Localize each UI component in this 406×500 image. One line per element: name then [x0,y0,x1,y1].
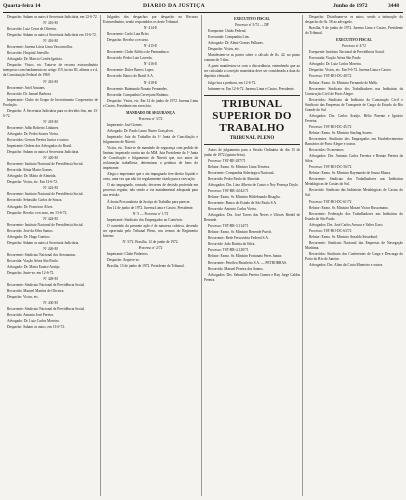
text-paragraph: Nº 416-E [143,62,158,67]
text-paragraph: Intimem-se. Em 12-6-72. Jurema Lima e Castro, Presidente. [208,86,295,91]
text-paragraph: Recorrente: Adão Roberto Linhares. [7,125,60,130]
text-paragraph: Recorrente: Sindicato dos Trabalhadores nas Indústrias Metalúrgicas de Caxias do Sul. [305,177,403,187]
text-paragraph: Relator: Exmo. Sr. Ministro Hildebrando Bisaglia. [208,194,281,199]
text-paragraph: Nº 418-E [143,80,158,85]
text-paragraph: Despacho: Subam os autos, em 13-6-72. [7,325,65,330]
text-paragraph: Recorrente: Carlo Luiz Brito. [107,32,150,37]
text-paragraph: Recorrente: Instituto Nacional de Previdência Social. [7,192,84,197]
text-paragraph: Nº 418-M [43,119,58,124]
text-paragraph: Despacho: Vistos, etc. Em 9-6-72. Jurema Lima e Castro. [309,68,392,73]
column-divider [302,15,303,496]
text-paragraph: Nº 430-M [43,301,58,306]
text-paragraph: Executada: Viação Aérea São Paulo. [309,56,362,61]
text-paragraph: Recorrido: Antonio José Pereira. [7,313,54,318]
text-paragraph: Recorrente: Rede Ferroviária Federal S.A. [208,236,269,241]
text-paragraph: Advogado: Dr. Pedro Soares Vieira. [7,131,59,136]
text-paragraph: Nº 422-M [43,186,58,191]
text-paragraph: Nº 3/72. Brasília, 12 de junho de 1972. [122,239,179,244]
text-paragraph: Em 12 de junho de 1972. Jurema Lima e Castro, Presidente. [107,205,194,210]
column-4 [305,15,403,498]
text-paragraph: Nº 428-M [43,277,58,282]
text-paragraph: Despacho: Recebo o recurso. [107,38,149,43]
text-paragraph: Recorrente: Sindicato Nacional das Empresas de Navegação Marítima. [305,240,403,250]
text-paragraph: Recorrente: Instituto Nacional de Previdência Social. [7,162,84,167]
column-3 [204,15,300,498]
text-paragraph: Processo: TST-RO-DC-63/72 [309,228,352,233]
text-paragraph: Recorrente: Sindicato Nacional de Previdência Social. [7,307,86,312]
text-paragraph: Impetrante: Ordem dos Advogados do Brasil. [7,144,73,149]
text-paragraph: Advogado: Dr. Almir Gomes Palhares. [208,41,264,46]
page-header [3,2,403,13]
text-paragraph: Nº 424-M [43,216,58,221]
text-paragraph: Nº 426-M [43,246,58,251]
text-paragraph: Alega o impetrante que o ato impugnado fere direito líquido e certo, uma vez que não foi regularmente citado para a execução. [103,172,198,182]
text-paragraph: Advogado: Dr. Francisco Alves. [7,204,54,209]
text-paragraph: Recorrente: Petróleo Brasileiro S.A. — PETROBRAS. [208,260,288,265]
text-paragraph: Despacho: Subam os autos à Secretaria Judiciária. [7,240,80,245]
text-paragraph: Relator: Exmo. Sr. Ministro Fernando de Mello. [309,80,379,85]
text-paragraph: Despacho: Arquive-se. [107,257,140,262]
text-paragraph: Advogados: Drs. José Carlos Arouca e Valter Uzzo. [309,222,384,227]
text-paragraph: Advogado: Dr. Mário de Almeida. [7,174,57,179]
text-paragraph: Recorrente: Sindicato Nacional de Previdência Social. [7,283,86,288]
text-paragraph: Processo: TST-RO-DC-61/72 [309,199,352,204]
text-paragraph: Despacho: Subam os autos à Secretaria Judiciária. [7,150,80,155]
text-paragraph: Advogados: Drs. Lino Alberto de Castro e Ney Proença Doyle. [208,182,299,187]
text-paragraph: Impetrante: Clube do Grupo de Investimento Cooperativo de Produção. [3,97,98,107]
text-paragraph: Recorrido: Manoel Pereira dos Santos. [208,266,264,271]
text-paragraph: Nº 415-E [143,44,158,49]
text-paragraph: Recorrente: Companhia Siderúrgica Nacional. [208,170,275,175]
text-paragraph: À douta Procuradoria da Justiça do Trabalho para parecer. [107,199,191,204]
text-paragraph: Despacho: Vistos, etc. Em 12 de junho de 1972. Jurema Lima e Castro, Presidente em exercício. [103,98,198,108]
text-paragraph: Impetrado: Juiz do Trabalho da 1ª Junta de Conciliação e Julgamento de Niterói. [103,134,198,144]
text-paragraph: Recorrido: José da Silva Santos. [7,228,54,233]
tribunal-section: TRIBUNAL PLENO [229,135,275,141]
text-paragraph: Executado: Companhia Lins. [208,35,250,40]
text-paragraph: Nº 416-M [43,39,58,44]
tribunal-title: TRIBUNAL SUPERIOR DO TRABALHO [212,97,292,134]
text-paragraph: Despacho: À Secretaria Judiciária para os devidos fins, em 13-6-72. [3,108,98,118]
text-paragraph: Processo nº 3/72 [138,116,163,121]
text-paragraph: Processo: TST-RE-287/71 [208,158,246,163]
text-paragraph: Processo: TST-RR-4.128/71 [208,248,249,253]
text-paragraph: Exequente: União Federal. [208,29,247,34]
text-paragraph: Recorrentes: Sindicato dos Empregados em Estabelecimentos Bancários de Porto Alegre e outros. [305,136,403,147]
text-paragraph: Recorridos: Gerson Pereira Junior e outros. [7,137,70,142]
text-paragraph: Recorridos: Sindicato da Indústria da Construção Civil e Sindicato das Empresas de Transporte de Carga do Estado do Rio Grande do Sul. [305,97,403,112]
text-paragraph: Autos de julgamento para a Sessão Ordinária do dia 15 de junho de 1972 (quinta-feira). [204,147,300,157]
text-paragraph: Recorrente: Banco do Estado de São Paulo S.A. [208,201,277,206]
text-paragraph: Vistos, etc. Trata-se de mandado de segurança com pedido de liminar, impetrado contra ato do MM. Juiz Presidente da 1ª Junta de Conciliação e Julgamento de Niterói que, nos autos da reclamação trabalhista, determinou a penhora de bens do impetrante. [103,146,198,171]
header-page-number: 3448 [388,3,400,9]
text-paragraph: Recorrido: Sebastião Carlos de Souza. [7,198,63,203]
text-paragraph: EXECUTIVO FISCAL [336,38,372,43]
text-paragraph: Advogados: Drs. Carlos Araújo, Hélio Parente e Ignácio Ferreira. [305,113,403,123]
text-paragraph: Relator: Exmo. Sr. Ministro Arnaldo Süssekind. [309,234,378,239]
text-paragraph: Manifestem-se as partes sobre o cálculo de fls. 42, no prazo comum de 5 dias. [204,53,300,63]
text-paragraph: A parte manifestou-se com a discordância, entendendo que ao ser calculada a correção monetária deve ser considerada a data do depósito efetuado. [204,64,300,79]
text-paragraph: Recorrida: Sônia Maria Gomes. [7,168,53,173]
text-paragraph: Recorrente: Raimundo Nonato Fernandes. [107,86,168,91]
header-date: Junho de 1972 [333,3,368,9]
text-paragraph: Advogado: Dr. Luiz Carlos Moreira. [7,319,60,324]
column-divider [201,15,202,496]
text-paragraph: Processo: TST-RR-3.114/71 [208,224,249,229]
text-paragraph: Despacho: Vistos, etc. Em 12-6-72. [7,180,58,185]
text-paragraph: Despacho: Vistos, etc. [208,47,240,52]
text-paragraph: Relator: Exmo. Sr. Ministro Starling Soares. [309,130,373,135]
text-paragraph: Processo: TST-RO-DC-40/72 [309,74,352,79]
text-paragraph: Advogado: Dr. Luiz Carlos Moreira. [309,62,362,67]
text-paragraph: Recorrente: Federação dos Trabalhadores nas Indústrias do Estado de São Paulo. [305,211,403,221]
text-paragraph: Despacho: Subam os autos à Secretaria Judiciária em 13-6-72. [7,33,97,38]
header-day: Quarta-feira 14 [3,3,41,9]
text-paragraph: Nº 414-E [143,26,158,31]
text-paragraph: Recorrido: Hospital Joinville. [7,51,50,56]
text-paragraph: O conteúdo da presente ação é de natureza coletiva, devendo ser apreciada pelo Tribunal Pleno, nos termos do Regimento Interno. [103,223,198,238]
text-paragraph: Recorrente: Clube Atlético de Pernambuco. [107,50,170,55]
text-paragraph: Nº 5 — Processo nº 1/72 [132,211,169,216]
text-paragraph: Advogados: Drs. José Torres das Neves e Ulisses Riedel de Resende. [204,213,300,223]
text-paragraph: Julgo boa a penhora, em 12-6-72. [208,80,257,85]
column-divider [100,15,101,496]
text-paragraph: Relator: Exmo. Sr. Ministro Rezende Puech. [208,230,272,235]
text-paragraph: Advogados: Drs. Alino da Costa Monteiro e outros. [309,263,384,268]
text-paragraph: Relator: Exmo. Sr. Ministro Raymundo de Souza Moura. [309,171,392,176]
text-paragraph: Recorrido: Dr. Ismael Barbosa. [7,91,52,96]
text-paragraph: Recorrente: Jurema Lúcia Lima Vasconcellos. [7,45,74,50]
text-paragraph: Recorrente: Ariel Antunes. [7,85,46,90]
column-3-top [204,17,300,92]
text-paragraph: Recorrido: Pedro Luiz Lacerda. [107,56,153,61]
text-paragraph: Recorrido: Sindicato das Indústrias Metalúrgicas de Caxias do Sul. [305,188,403,198]
text-paragraph: Recorrido: João Batista da Silva. [208,242,256,247]
text-paragraph: Despacho: Subam os autos à Secretaria Judiciária, em 12-6-72. [7,15,98,19]
text-paragraph: Brasília, 9 de junho de 1972. Jurema Lima e Castro, Presidente do Tribunal. [305,26,403,36]
text-paragraph: Julgados dos despachos por despacho no Recurso Extraordinário, sendo respondidos os deste Tribunal. [103,15,198,25]
text-paragraph: Recorrente: Dulce Barros Lopes. [107,68,155,73]
text-paragraph: Recorrente: Instituto Nacional de Previdência Social. [7,222,84,227]
text-paragraph: Recorrente: Sindicato Nacional dos Aeronautas. [7,252,76,257]
text-paragraph: Relator: Exmo. Sr. Ministro Fortunato Peres Junior. [208,254,283,259]
column-2 [103,15,198,498]
text-paragraph: Processo: TST-RR-4.042/71 [208,188,249,193]
text-paragraph: Relator: Exmo. Sr. Ministro Mozart Victor Russomano. [309,205,389,210]
text-paragraph: Nº 416-M [43,21,58,26]
text-paragraph: Recorrida: Companhia Cervejaria Brahma. [107,92,169,97]
column-3-bottom [204,148,300,283]
text-paragraph: Recorrido: Manoel Martins de Oliveira. [7,289,65,294]
text-paragraph: Advogado: Dr. Marcio Corrêa Ignácio. [7,57,63,62]
text-paragraph: Impetrante: Sindicato dos Empregados no Comércio. [107,217,184,222]
text-paragraph: Processo: TST-RO-DC-45/72 [309,124,352,129]
text-paragraph: Recorrido: Antonio Carlos Vieira. [208,207,257,212]
text-paragraph: Advogados: Drs. Antonio Carlos Ferreira e Renato Pereira da Silva. [305,154,403,164]
text-paragraph: Impetrante: Clube Pinheiros. [107,251,149,256]
text-paragraph: Exequente: Instituto Nacional de Previdência Social. [309,50,385,55]
text-paragraph: Despacho: Vistos, etc. [7,295,39,300]
text-paragraph: Recorrido: Pedro Paulo de Almeida. [208,176,260,181]
text-paragraph: Despacho: Junte-se, em 12-6-72. [7,271,55,276]
tribunal-banner [204,95,300,145]
column-1 [3,15,98,498]
text-paragraph: Processo: TST-RO-DC-56/72 [309,165,352,170]
text-paragraph: Recorrida: Viação Aérea São Paulo. [7,258,59,263]
text-paragraph: O ato impugnado, contudo, decorreu de decisão proferida em processo regular, não sendo a via mandamental adequada para sua revisão. [103,183,198,198]
text-paragraph: Recorridos: Sindicato dos Conferentes de Carga e Descarga do Porto do Rio de Janeiro. [305,251,403,261]
text-paragraph: Recorrido: Banco do Brasil S.A. [107,74,154,79]
text-paragraph: Advogado: Dr. Paulo Lauro Nunes Gonçalves. [107,128,174,133]
text-paragraph: Advogado: Dr. Maria Eunice Araújo. [7,264,61,269]
text-paragraph: Processo nº 2/72 [138,245,163,250]
text-paragraph: Recorrente: Sindicato dos Trabalhadores nas Indústrias da Construção Civil de Porto Alegre. [305,86,403,96]
text-paragraph: Nº 420-M [43,156,58,161]
text-paragraph: EXECUTIVO FISCAL [234,17,270,21]
text-paragraph: Recorridos: Os mesmos. [309,148,345,153]
text-paragraph: Relator: Exmo. Sr. Ministro Lima Teixeira. [208,164,270,169]
text-paragraph: Despacho: Recebo o recurso, em 13-6-72. [7,210,68,215]
text-paragraph: Advogados: Drs. Sebastião Pereira Gomes e Ruy Jorge Caldas Pereira. [204,272,300,282]
text-paragraph: Recorrido: Luiz Cesar de Oliveira. [7,27,57,32]
text-paragraph: Processo nº 3/72 — DF [235,23,269,28]
text-paragraph: Brasília, 13 de junho de 1972. Presidente do Tribunal. [107,264,185,269]
text-paragraph: MANDADO DE SEGURANÇA [126,110,175,115]
text-paragraph: Despacho: Vistos, etc. Trata-se de recurso extraordinário interposto com fundamento no artigo 119, inciso III, alíneas a e d, da Constituição Federal de 1969. [3,63,98,78]
text-paragraph: Processo nº 4/72 [342,44,366,49]
text-paragraph: Despacho: Distribuam-se os autos, sendo a intimação do despacho de fls. 58 ao advogado. [305,15,403,25]
text-paragraph: Nº 416-M [43,79,58,84]
text-paragraph: Impetrante: José Gomes. [107,122,143,127]
header-publication: DIARIO DA JUSTIÇA [143,3,206,9]
text-paragraph: Advogado: Dr. Hugo Gueiros. [7,234,51,239]
